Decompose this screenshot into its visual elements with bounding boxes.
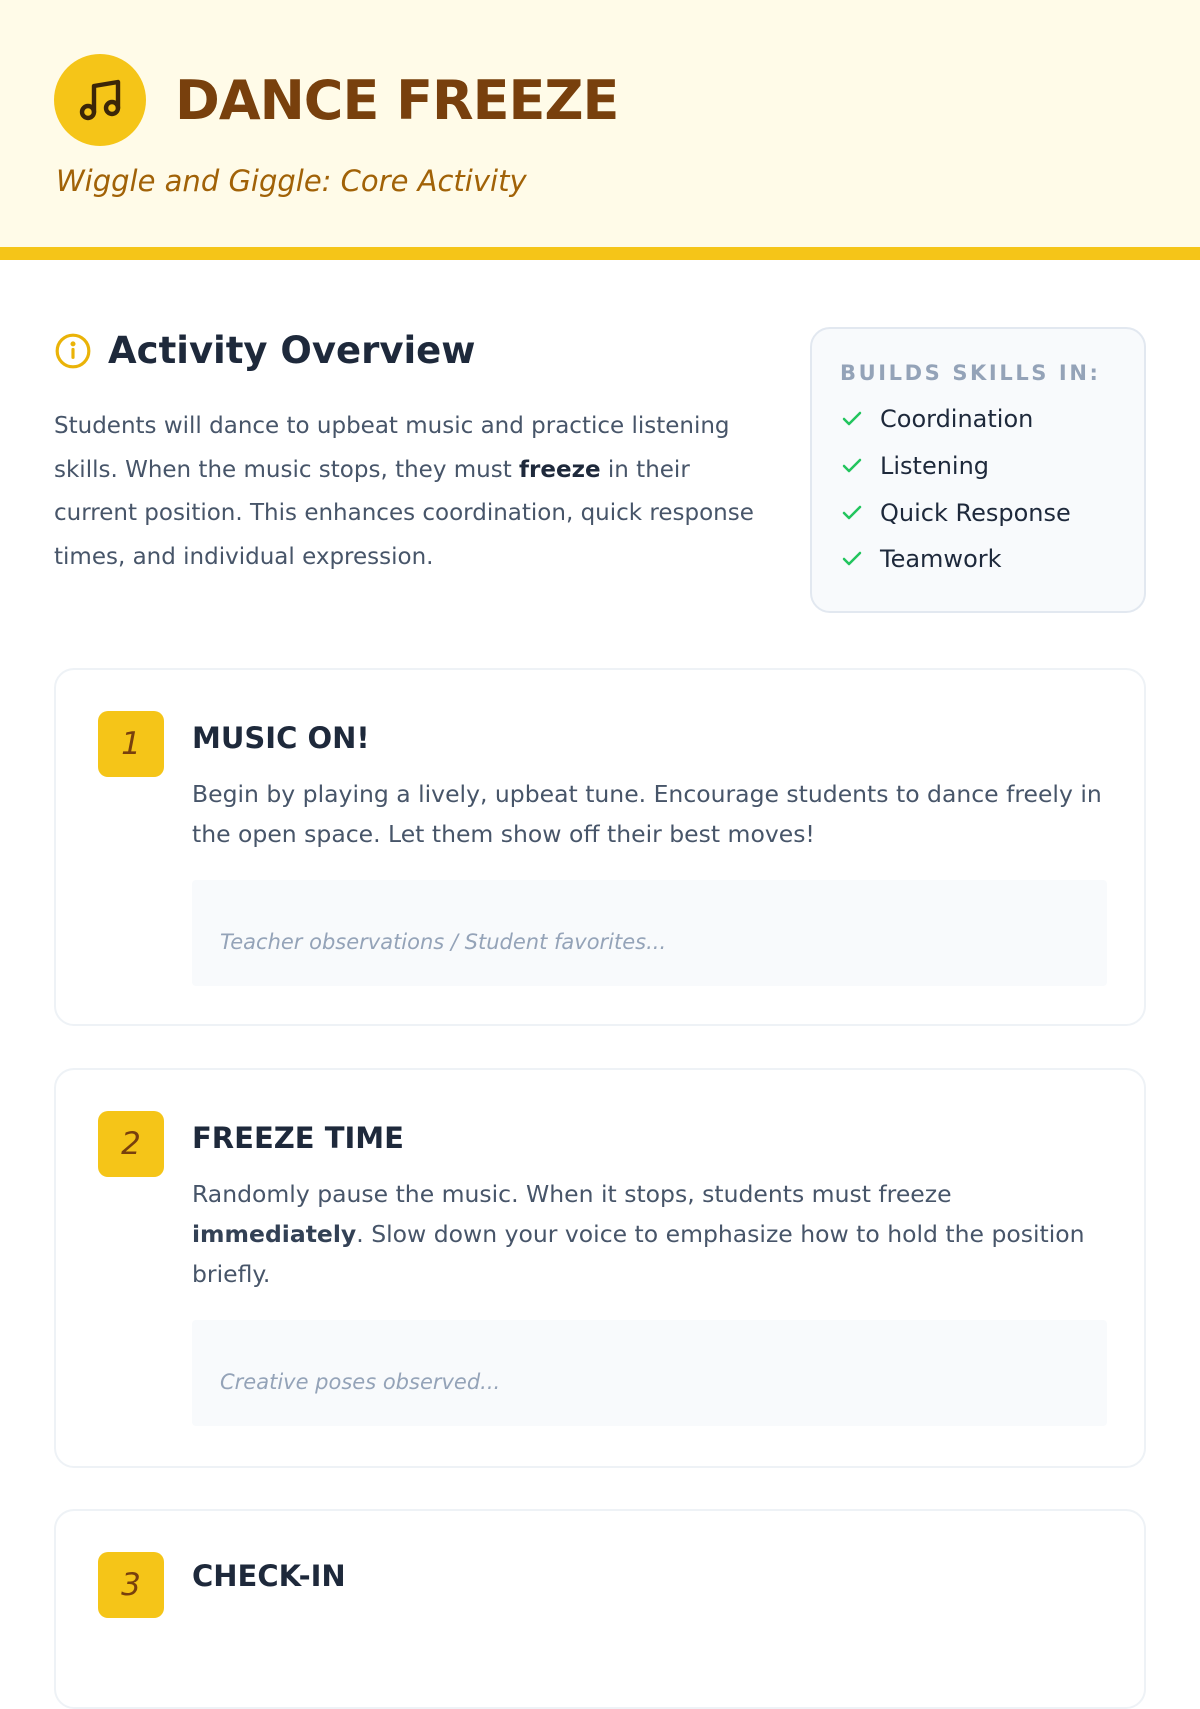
- check-icon: [840, 501, 864, 525]
- step-title: CHECK-IN: [192, 1559, 346, 1593]
- notes-field[interactable]: [192, 880, 1107, 986]
- skills-panel: [810, 327, 1146, 613]
- overview-heading: [54, 326, 475, 376]
- step-number-badge: 3: [98, 1552, 164, 1618]
- info-icon: [54, 332, 92, 370]
- step-card: [54, 668, 1146, 1026]
- notes-field[interactable]: [192, 1320, 1107, 1426]
- page-header: [0, 0, 1200, 260]
- check-icon: [840, 407, 864, 431]
- check-icon: [840, 547, 864, 571]
- logo-badge: [54, 54, 146, 146]
- step-number-badge: 1: [98, 711, 164, 777]
- notes-placeholder: Creative poses observed...: [220, 1370, 501, 1394]
- emphasis-freeze: freeze: [519, 456, 601, 483]
- emphasis-immediately: immediately: [192, 1220, 357, 1248]
- skill-item: Teamwork: [840, 545, 1002, 573]
- skill-item: Coordination: [840, 405, 1033, 433]
- step-description: Begin by playing a lively, upbeat tune. Encourage students to dance freely in the open space. Let them show off their best moves!: [192, 780, 1102, 848]
- notes-placeholder: Teacher observations / Student favorites...: [220, 930, 667, 954]
- page-title: DANCE FREEZE: [175, 69, 619, 132]
- overview-description: Students will dance to upbeat music and practice listening skills. When the music stops, they must freeze in their current position. This enhances coordination, quick response times, and individual expression.: [54, 413, 754, 570]
- step-title: MUSIC ON!: [192, 721, 370, 755]
- overview-title: Activity Overview: [108, 329, 476, 372]
- step-card: [54, 1068, 1146, 1468]
- skills-label: BUILDS SKILLS IN:: [840, 361, 1101, 385]
- step-card: [54, 1509, 1146, 1709]
- music-note-icon: [76, 76, 124, 124]
- step-description: Randomly pause the music. When it stops, students must freeze immediately. Slow down your voice to emphasize how to hold the position briefly.: [192, 1180, 1085, 1288]
- skill-item: Quick Response: [840, 499, 1071, 527]
- step-number-badge: 2: [98, 1111, 164, 1177]
- step-title: FREEZE TIME: [192, 1121, 404, 1155]
- skill-item: Listening: [840, 452, 989, 480]
- page-subtitle: Wiggle and Giggle: Core Activity: [56, 164, 527, 198]
- check-icon: [840, 454, 864, 478]
